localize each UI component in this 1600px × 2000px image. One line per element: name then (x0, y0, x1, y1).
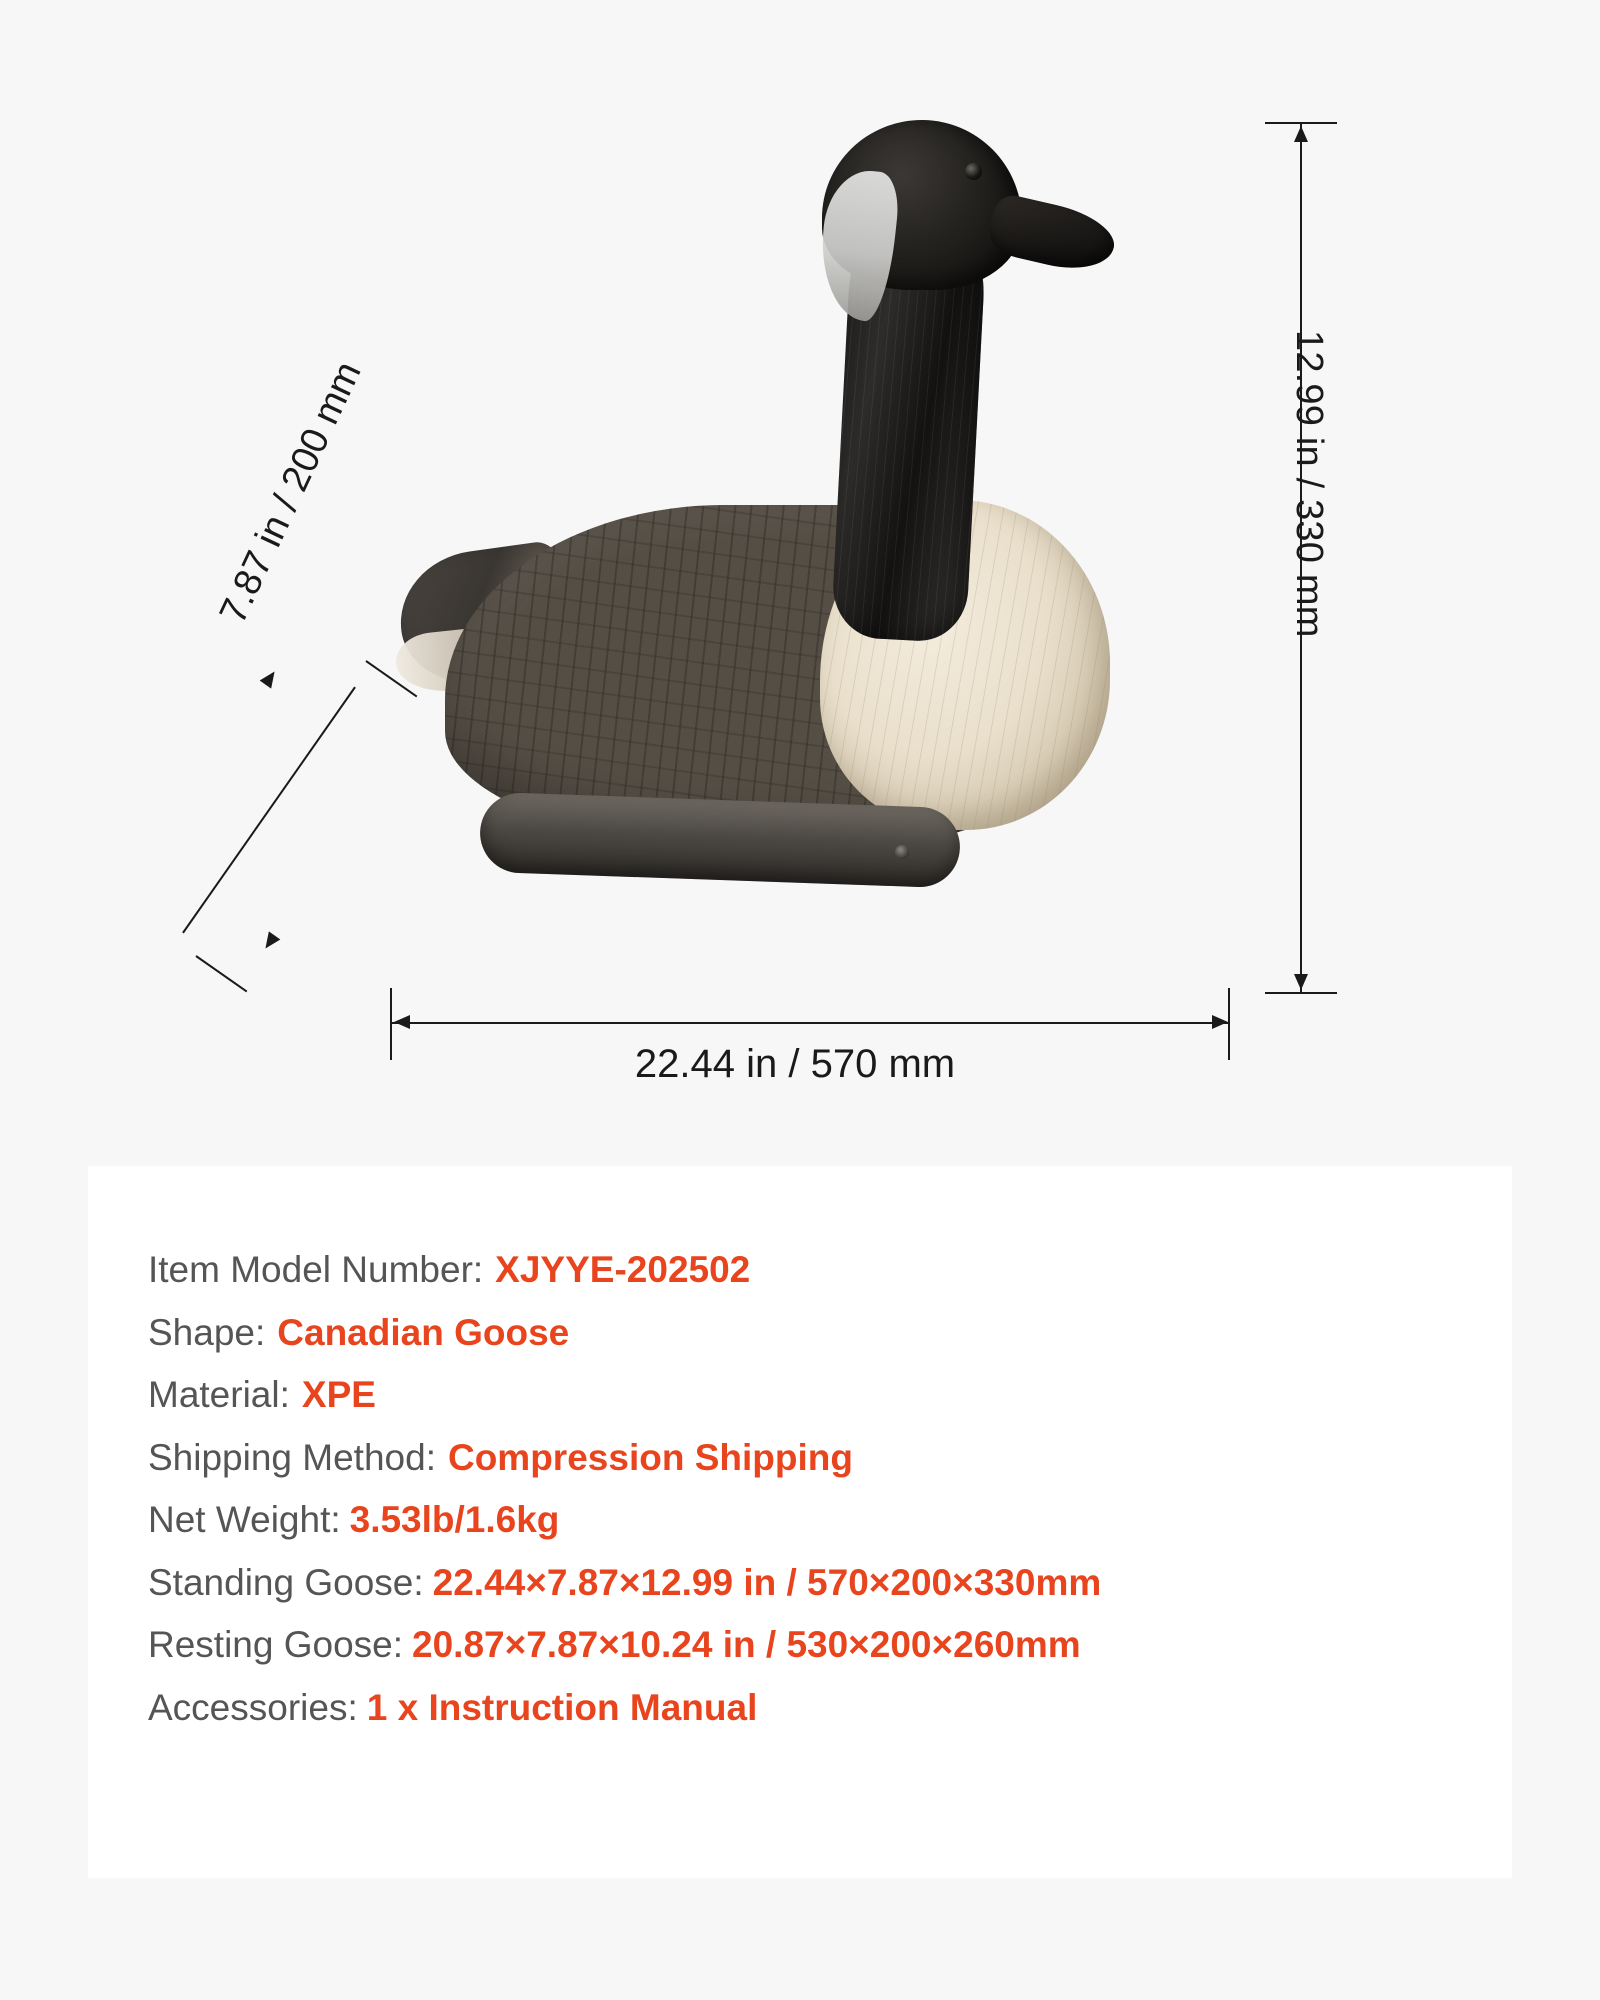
depth-arrow-top-icon (260, 667, 281, 688)
width-dimension-text: 22.44 in / 570 mm (634, 1042, 956, 1086)
width-arrow-left-icon (394, 1015, 410, 1029)
spec-label-accessories: Accessories: (148, 1686, 358, 1728)
spec-row-standing-goose (148, 1557, 1512, 1610)
spec-value-net-weight: 3.53lb/1.6kg (349, 1499, 560, 1541)
width-dimension-label (0, 1042, 1600, 1087)
spec-label-standing-goose: Standing Goose: (148, 1561, 424, 1603)
base-screw-icon (895, 845, 909, 859)
width-dimension-line (390, 1022, 1230, 1024)
depth-extension-bottom (195, 955, 247, 992)
spec-label-resting-goose: Resting Goose: (148, 1624, 404, 1666)
spec-row-shape (148, 1307, 1512, 1360)
depth-dimension-line (182, 687, 356, 934)
spec-value-material: XPE (301, 1374, 376, 1416)
height-arrow-bottom-icon (1294, 974, 1308, 990)
spec-row-resting-goose (148, 1619, 1512, 1672)
goose-beak (985, 192, 1120, 279)
spec-row-accessories (148, 1682, 1512, 1735)
goose-base-stake (479, 792, 961, 889)
height-dimension-label: 12.99 in / 330 mm (1288, 330, 1330, 638)
spec-label-shape: Shape: (148, 1311, 266, 1353)
spec-row-net-weight (148, 1494, 1512, 1547)
width-arrow-right-icon (1212, 1015, 1228, 1029)
spec-row-material (148, 1369, 1512, 1422)
spec-row-shipping-method (148, 1432, 1512, 1485)
spec-value-shipping-method: Compression Shipping (447, 1436, 853, 1478)
spec-value-shape: Canadian Goose (277, 1311, 570, 1353)
height-extension-bottom (1265, 992, 1337, 994)
spec-label-shipping-method: Shipping Method: (148, 1436, 436, 1478)
height-extension-top (1265, 122, 1337, 124)
spec-row-model-number (148, 1244, 1512, 1297)
height-arrow-top-icon (1294, 126, 1308, 142)
spec-value-accessories: 1 x Instruction Manual (366, 1686, 758, 1728)
spec-label-net-weight: Net Weight: (148, 1499, 341, 1541)
goose-decoy-image (390, 110, 1250, 1000)
spec-value-resting-goose: 20.87×7.87×10.24 in / 530×200×260mm (412, 1624, 1081, 1666)
specification-card (88, 1166, 1512, 1878)
spec-value-model-number: XJYYE-202502 (495, 1249, 751, 1290)
spec-label-model-number: Item Model Number: (148, 1249, 484, 1290)
depth-arrow-bottom-icon (260, 931, 281, 952)
spec-value-standing-goose: 22.44×7.87×12.99 in / 570×200×330mm (432, 1561, 1102, 1603)
spec-label-material: Material: (148, 1374, 290, 1416)
depth-dimension-label: 7.87 in / 200 mm (212, 355, 370, 630)
goose-eye (965, 163, 982, 180)
